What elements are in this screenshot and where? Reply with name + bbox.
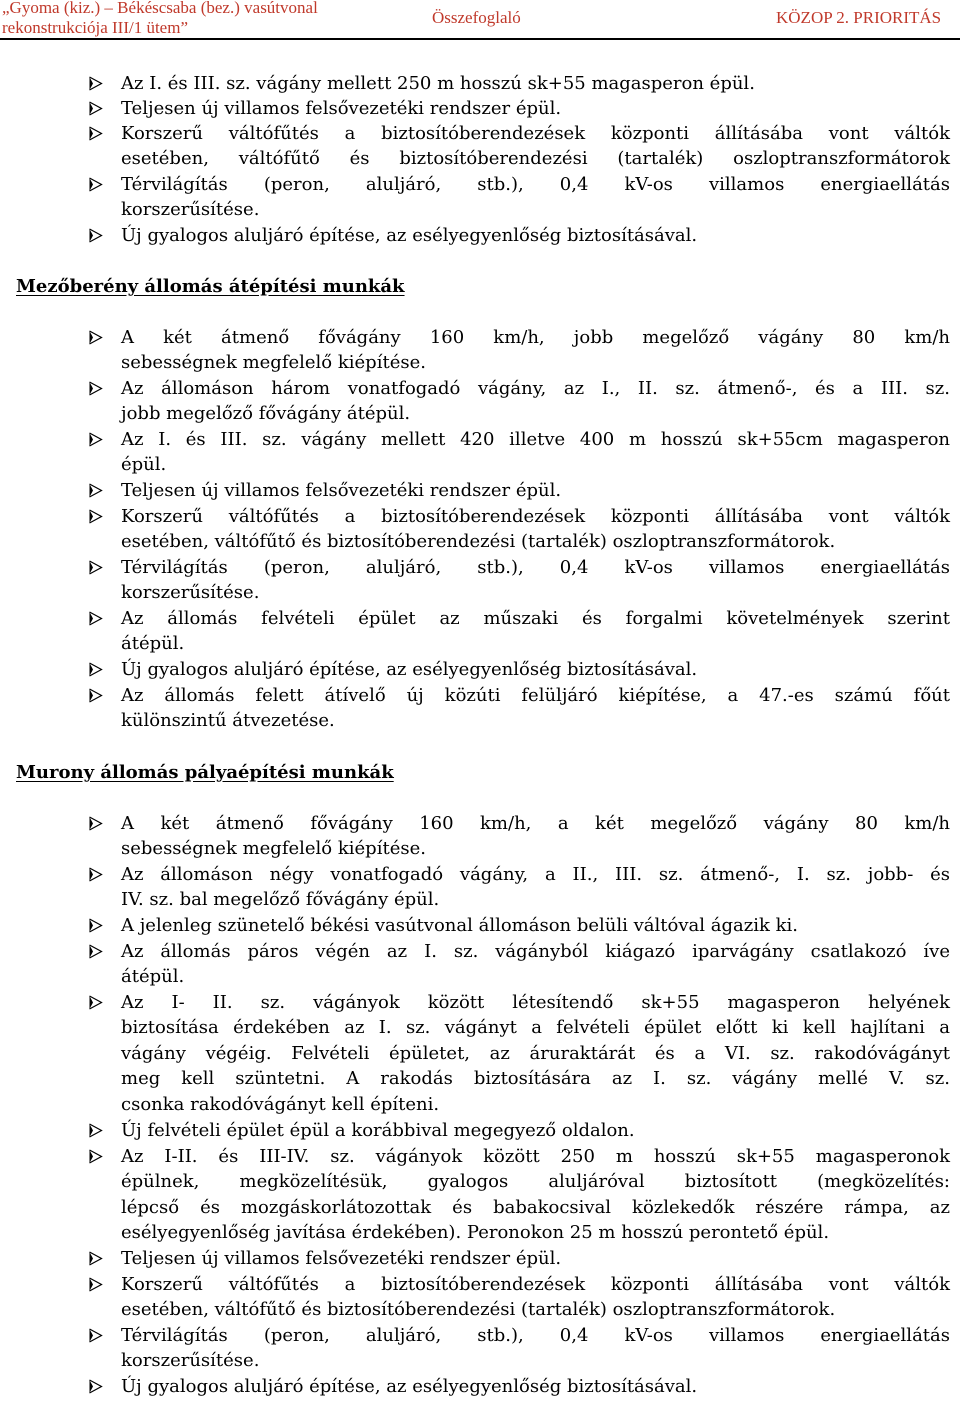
arrow-bullet-icon: [88, 376, 110, 401]
arrow-bullet-icon: [88, 96, 110, 121]
list-item: Új gyalogos aluljáró építése, az esélyegyenlőség biztosításával.: [121, 659, 698, 680]
list-item: Korszerű váltófűtés a biztosítóberendezések központi állításába vont váltók: [121, 1274, 950, 1295]
list-item-continuation: átépül.: [121, 966, 185, 987]
arrow-bullet-icon: [88, 478, 110, 503]
list-item-continuation: átépül.: [121, 633, 185, 654]
header-divider: [0, 38, 960, 40]
header-priority: KÖZOP 2. PRIORITÁS: [776, 8, 942, 27]
list-item: Az I- II. sz. vágányok között létesítendő sk+55 magasperon helyének: [121, 992, 950, 1013]
list-item: Teljesen új villamos felsővezetéki rendszer épül.: [121, 1248, 562, 1269]
arrow-bullet-icon: [88, 555, 110, 580]
list-item: Új gyalogos aluljáró építése, az esélyegyenlőség biztosításával.: [121, 225, 698, 246]
arrow-bullet-icon: [88, 71, 110, 96]
arrow-bullet-icon: [88, 862, 110, 887]
section-heading-murony: [16, 760, 394, 785]
list-item: Korszerű váltófűtés a biztosítóberendezések központi állításába vont váltók: [121, 123, 950, 144]
arrow-bullet-icon: [88, 325, 110, 350]
list-item-continuation: jobb megelőző fővágány átépül.: [121, 403, 411, 424]
list-item-continuation: esetében, váltófűtő és biztosítóberendezési (tartalék) oszloptranszformátorok.: [121, 1299, 836, 1320]
arrow-bullet-icon: [88, 811, 110, 836]
list-item-continuation: vágány végéig. Felvételi épületet, az áruraktárát és a VI. sz. rakodóvágányt: [121, 1043, 950, 1064]
list-item: Az állomáson négy vonatfogadó vágány, a II., III. sz. átmenő-, I. sz. jobb- és: [121, 864, 950, 885]
arrow-bullet-icon: [88, 223, 110, 248]
header-project-title: [2, 0, 318, 38]
list-item: A két átmenő fővágány 160 km/h, a két megelőző vágány 80 km/h: [121, 813, 950, 834]
arrow-bullet-icon: [88, 913, 110, 938]
list-item: Az állomáson három vonatfogadó vágány, az I., II. sz. átmenő-, és a III. sz.: [121, 378, 950, 399]
list-item-continuation: IV. sz. bal megelőző fővágány épül.: [121, 889, 440, 910]
arrow-bullet-icon: [88, 1144, 110, 1169]
list-item: Térvilágítás (peron, aluljáró, stb.), 0,4 kV-os villamos energiaellátás: [121, 557, 950, 578]
arrow-bullet-icon: [88, 990, 110, 1015]
list-item-continuation: korszerűsítése.: [121, 1350, 260, 1371]
arrow-bullet-icon: [88, 606, 110, 631]
list-item-continuation: sebességnek megfelelő kiépítése.: [121, 352, 426, 373]
list-item: Térvilágítás (peron, aluljáró, stb.), 0,4 kV-os villamos energiaellátás: [121, 174, 950, 195]
arrow-bullet-icon: [88, 939, 110, 964]
list-item: Az I. és III. sz. vágány mellett 250 m hosszú sk+55 magasperon épül.: [121, 73, 755, 94]
list-item-continuation: korszerűsítése.: [121, 582, 260, 603]
list-item: Térvilágítás (peron, aluljáró, stb.), 0,4 kV-os villamos energiaellátás: [121, 1325, 950, 1346]
list-item-continuation: biztosítása érdekében az I. sz. vágányt a felvételi épület előtt ki kell hajlítani a: [121, 1017, 950, 1038]
arrow-bullet-icon: [88, 1246, 110, 1271]
list-item: A jelenleg szünetelő békési vasútvonal állomáson belüli váltóval ágazik ki.: [121, 915, 798, 936]
list-item-continuation: épül.: [121, 454, 167, 475]
header-project-title-line2: rekonstrukciója III/1 ütem”: [2, 18, 188, 37]
arrow-bullet-icon: [88, 657, 110, 682]
arrow-bullet-icon: [88, 121, 110, 146]
list-item: Az állomás felett átívelő új közúti felüljáró kiépítése, a 47.-es számú főút: [121, 685, 950, 706]
list-item-continuation: sebességnek megfelelő kiépítése.: [121, 838, 426, 859]
arrow-bullet-icon: [88, 172, 110, 197]
arrow-bullet-icon: [88, 427, 110, 452]
arrow-bullet-icon: [88, 1323, 110, 1348]
header-project-title-line1: „Gyoma (kiz.) – Békéscsaba (bez.) vasútvonal: [2, 0, 318, 17]
list-item: Teljesen új villamos felsővezetéki rendszer épül.: [121, 480, 562, 501]
list-item-continuation: épülnek, megközelítésük, gyalogos aluljáróval biztosított (megközelítés:: [121, 1171, 950, 1192]
section-heading-text: Mezőberény állomás átépítési munkák: [16, 276, 405, 297]
list-item-continuation: különszintű átvezetése.: [121, 710, 335, 731]
list-item: Teljesen új villamos felsővezetéki rendszer épül.: [121, 98, 562, 119]
arrow-bullet-icon: [88, 1374, 110, 1399]
header-section-title: Összefoglaló: [432, 8, 521, 27]
list-item-continuation: korszerűsítése.: [121, 199, 260, 220]
list-item-continuation: esélyegyenlőség javítása érdekében). Peronokon 25 m hosszú perontető épül.: [121, 1222, 830, 1243]
list-item-continuation: esetében, váltófűtő és biztosítóberendezési (tartalék) oszloptranszformátorok.: [121, 531, 836, 552]
list-item: Az állomás páros végén az I. sz. vágányból kiágazó iparvágány csatlakozó íve: [121, 941, 950, 962]
arrow-bullet-icon: [88, 683, 110, 708]
page-header: [0, 0, 960, 40]
list-item-continuation: esetében, váltófűtő és biztosítóberendezési (tartalék) oszloptranszformátorok: [121, 148, 950, 169]
section-heading-mezobereny: [16, 274, 405, 299]
list-item-continuation: lépcső és mozgáskorlátozottak és babakocsival közlekedők részére rámpa, az: [121, 1197, 950, 1218]
list-item-continuation: csonka rakodóvágányt kell építeni.: [121, 1094, 440, 1115]
list-item-continuation: meg kell szüntetni. A rakodás biztosítására az I. sz. vágány mellé V. sz.: [121, 1068, 950, 1089]
list-item: Új gyalogos aluljáró építése, az esélyegyenlőség biztosításával.: [121, 1376, 698, 1397]
list-item: Az I. és III. sz. vágány mellett 420 illetve 400 m hosszú sk+55cm magasperon: [121, 429, 950, 450]
list-item: Új felvételi épület épül a korábbival megegyező oldalon.: [121, 1120, 635, 1141]
arrow-bullet-icon: [88, 1118, 110, 1143]
list-item: Korszerű váltófűtés a biztosítóberendezések központi állításába vont váltók: [121, 506, 950, 527]
list-item: A két átmenő fővágány 160 km/h, jobb megelőző vágány 80 km/h: [121, 327, 950, 348]
arrow-bullet-icon: [88, 504, 110, 529]
list-item: Az állomás felvételi épület az műszaki és forgalmi követelmények szerint: [121, 608, 950, 629]
section-heading-text: Murony állomás pályaépítési munkák: [16, 762, 394, 783]
list-item: Az I-II. és III-IV. sz. vágányok között 250 m hosszú sk+55 magasperonok: [121, 1146, 950, 1167]
arrow-bullet-icon: [88, 1272, 110, 1297]
